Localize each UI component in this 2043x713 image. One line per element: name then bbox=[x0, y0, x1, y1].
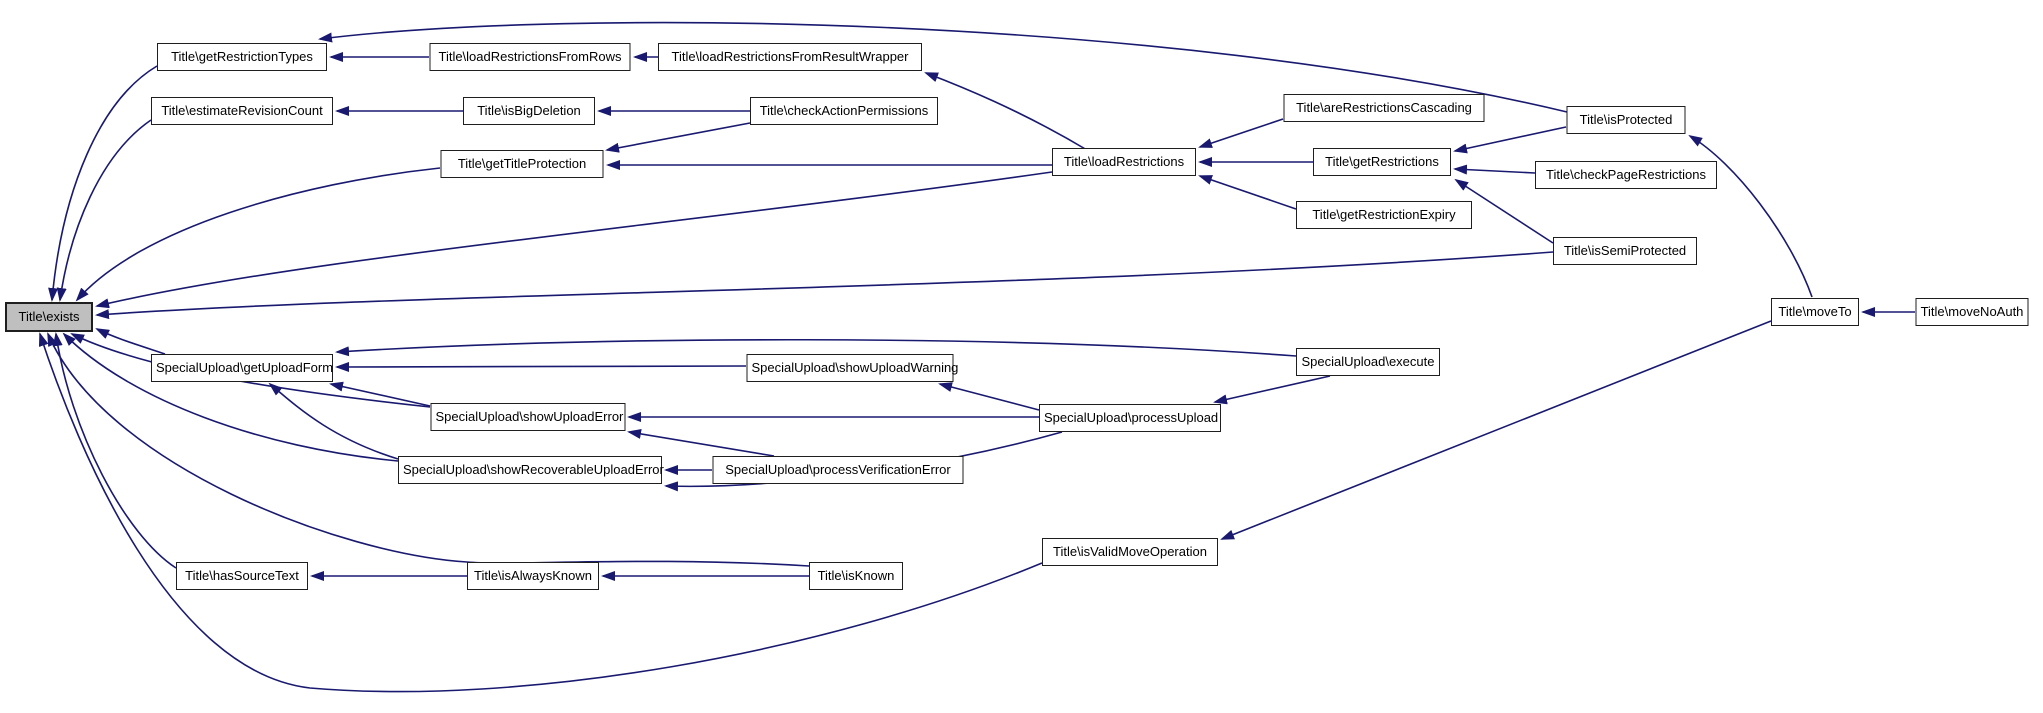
edge-processVerificationError-to-showUploadError bbox=[629, 432, 774, 456]
edge-loadRestrictions-to-loadRestrictionsFromResultWrapper bbox=[926, 73, 1087, 150]
edge-checkPageRestrictions-to-getRestrictions bbox=[1455, 169, 1535, 173]
node-isKnown[interactable]: Title\isKnown bbox=[809, 562, 903, 590]
node-getTitleProtection[interactable]: Title\getTitleProtection bbox=[441, 150, 604, 178]
node-getUploadForm[interactable]: SpecialUpload\getUploadForm bbox=[151, 354, 333, 382]
edge-showUploadError-to-getUploadForm bbox=[331, 384, 430, 406]
edge-checkActionPermissions-to-getTitleProtection bbox=[607, 123, 750, 150]
edge-loadRestrictions-to-exists bbox=[97, 172, 1052, 306]
node-isAlwaysKnown[interactable]: Title\isAlwaysKnown bbox=[467, 562, 599, 590]
edge-processUpload-to-showUploadWarning bbox=[940, 384, 1039, 410]
node-estimateRevisionCount[interactable]: Title\estimateRevisionCount bbox=[151, 97, 333, 125]
node-processUpload[interactable]: SpecialUpload\processUpload bbox=[1039, 404, 1221, 432]
node-getRestrictionTypes[interactable]: Title\getRestrictionTypes bbox=[157, 43, 327, 71]
edge-isSemiProtected-to-exists bbox=[97, 252, 1553, 315]
node-processVerificationError[interactable]: SpecialUpload\processVerificationError bbox=[713, 456, 964, 484]
edge-getTitleProtection-to-exists bbox=[77, 168, 440, 300]
node-checkActionPermissions[interactable]: Title\checkActionPermissions bbox=[750, 97, 938, 125]
node-moveTo[interactable]: Title\moveTo bbox=[1771, 298, 1859, 326]
node-isProtected[interactable]: Title\isProtected bbox=[1567, 106, 1686, 134]
node-showUploadError[interactable]: SpecialUpload\showUploadError bbox=[431, 403, 626, 431]
edge-getUploadForm-to-exists bbox=[97, 329, 165, 354]
node-showRecoverableUploadError[interactable]: SpecialUpload\showRecoverableUploadError bbox=[398, 456, 662, 484]
edge-isProtected-to-getRestrictions bbox=[1455, 127, 1566, 151]
edge-isValidMoveOperation-to-exists bbox=[40, 334, 1042, 692]
edge-areRestrictionsCascading-to-loadRestrictions bbox=[1200, 119, 1283, 147]
edge-execute-to-processUpload bbox=[1215, 376, 1330, 402]
node-hasSourceText[interactable]: Title\hasSourceText bbox=[176, 562, 308, 590]
node-isValidMoveOperation[interactable]: Title\isValidMoveOperation bbox=[1042, 538, 1218, 566]
node-execute[interactable]: SpecialUpload\execute bbox=[1296, 348, 1440, 376]
edge-getRestrictionExpiry-to-loadRestrictions bbox=[1200, 176, 1296, 209]
node-getRestrictionExpiry[interactable]: Title\getRestrictionExpiry bbox=[1296, 201, 1472, 229]
node-areRestrictionsCascading[interactable]: Title\areRestrictionsCascading bbox=[1284, 94, 1485, 122]
node-isSemiProtected[interactable]: Title\isSemiProtected bbox=[1553, 237, 1697, 265]
node-getRestrictions[interactable]: Title\getRestrictions bbox=[1313, 148, 1451, 176]
edge-showUploadWarning-to-getUploadForm bbox=[337, 366, 746, 367]
node-showUploadWarning[interactable]: SpecialUpload\showUploadWarning bbox=[747, 354, 954, 382]
node-loadRestrictionsFromRows[interactable]: Title\loadRestrictionsFromRows bbox=[430, 43, 631, 71]
node-loadRestrictions[interactable]: Title\loadRestrictions bbox=[1052, 148, 1196, 176]
node-isBigDeletion[interactable]: Title\isBigDeletion bbox=[463, 97, 595, 125]
node-moveNoAuth[interactable]: Title\moveNoAuth bbox=[1916, 298, 2029, 326]
node-checkPageRestrictions[interactable]: Title\checkPageRestrictions bbox=[1535, 161, 1717, 189]
node-loadRestrictionsFromResultWrapper[interactable]: Title\loadRestrictionsFromResultWrapper bbox=[658, 43, 922, 71]
edge-getRestrictionTypes-to-exists bbox=[52, 66, 157, 300]
node-exists[interactable]: Title\exists bbox=[5, 302, 93, 332]
